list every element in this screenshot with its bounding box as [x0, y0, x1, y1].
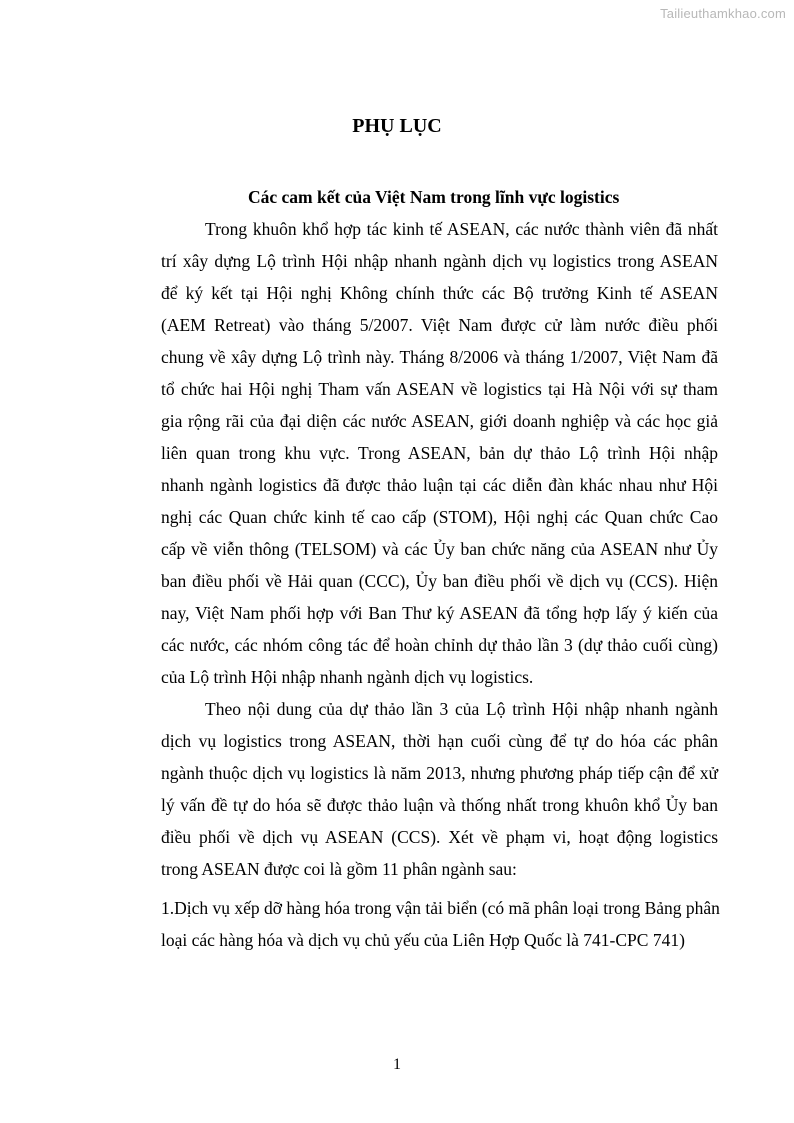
paragraph-line: lý vấn đề tự do hóa sẽ được thảo luận và thống nhất trong khuôn khổ Ủy ban [161, 795, 718, 815]
paragraph-line: gia rộng rãi của đại diện các nước ASEAN, giới doanh nghiệp và các học giả [161, 411, 718, 431]
paragraph-line: nay, Việt Nam phối hợp với Ban Thư ký ASEAN đã tổng hợp lấy ý kiến của [161, 603, 718, 623]
page-title: PHỤ LỤC [352, 115, 442, 137]
paragraph-line: Theo nội dung của dự thảo lần 3 của Lộ trình Hội nhập nhanh ngành [205, 699, 718, 719]
paragraph-line: điều phối về dịch vụ ASEAN (CCS). Xét về phạm vi, hoạt động logistics [161, 827, 718, 847]
list-item-line: loại các hàng hóa và dịch vụ chủ yếu của Liên Hợp Quốc là 741-CPC 741) [161, 930, 685, 950]
page-number: 1 [393, 1056, 401, 1073]
paragraph-line: các nước, các nhóm công tác để hoàn chỉnh dự thảo lần 3 (dự thảo cuối cùng) [161, 635, 718, 655]
section-heading: Các cam kết của Việt Nam trong lĩnh vực logistics [248, 187, 620, 207]
paragraph-line: Trong khuôn khổ hợp tác kinh tế ASEAN, các nước thành viên đã nhất [205, 219, 718, 239]
paragraph-line: để ký kết tại Hội nghị Không chính thức các Bộ trưởng Kinh tế ASEAN [161, 283, 718, 303]
paragraph-line: ngành thuộc dịch vụ logistics là năm 2013, nhưng phương pháp tiếp cận để xử [161, 763, 718, 783]
paragraph-line: nghị các Quan chức kinh tế cao cấp (STOM), Hội nghị các Quan chức Cao [161, 507, 718, 527]
paragraph-line: ban điều phối về Hải quan (CCC), Ủy ban điều phối về dịch vụ (CCS). Hiện [161, 571, 718, 591]
paragraph-line: cấp về viễn thông (TELSOM) và các Ủy ban chức năng của ASEAN như Ủy [161, 539, 718, 559]
paragraph-line: liên quan trong khu vực. Trong ASEAN, bản dự thảo Lộ trình Hội nhập [161, 443, 718, 463]
paragraph-line: trí xây dựng Lộ trình Hội nhập nhanh ngành dịch vụ logistics trong ASEAN [161, 251, 718, 271]
paragraph-line: chung về xây dựng Lộ trình này. Tháng 8/2006 và tháng 1/2007, Việt Nam đã [161, 347, 718, 367]
paragraph-line: nhanh ngành logistics đã được thảo luận tại các diễn đàn khác nhau như Hội [161, 475, 718, 495]
paragraph-line: dịch vụ logistics trong ASEAN, thời hạn cuối cùng để tự do hóa các phân [161, 731, 718, 751]
paragraph-line: trong ASEAN được coi là gồm 11 phân ngành sau: [161, 859, 517, 879]
paragraph-line: tổ chức hai Hội nghị Tham vấn ASEAN về logistics tại Hà Nội với sự tham [161, 379, 718, 399]
paragraph-line: (AEM Retreat) vào tháng 5/2007. Việt Nam được cử làm nước điều phối [161, 315, 718, 335]
list-item-line: 1.Dịch vụ xếp dỡ hàng hóa trong vận tải biển (có mã phân loại trong Bảng phân [161, 898, 720, 918]
paragraph-line: của Lộ trình Hội nhập nhanh ngành dịch vụ logistics. [161, 667, 534, 687]
watermark: Tailieuthamkhao.com [660, 6, 786, 21]
